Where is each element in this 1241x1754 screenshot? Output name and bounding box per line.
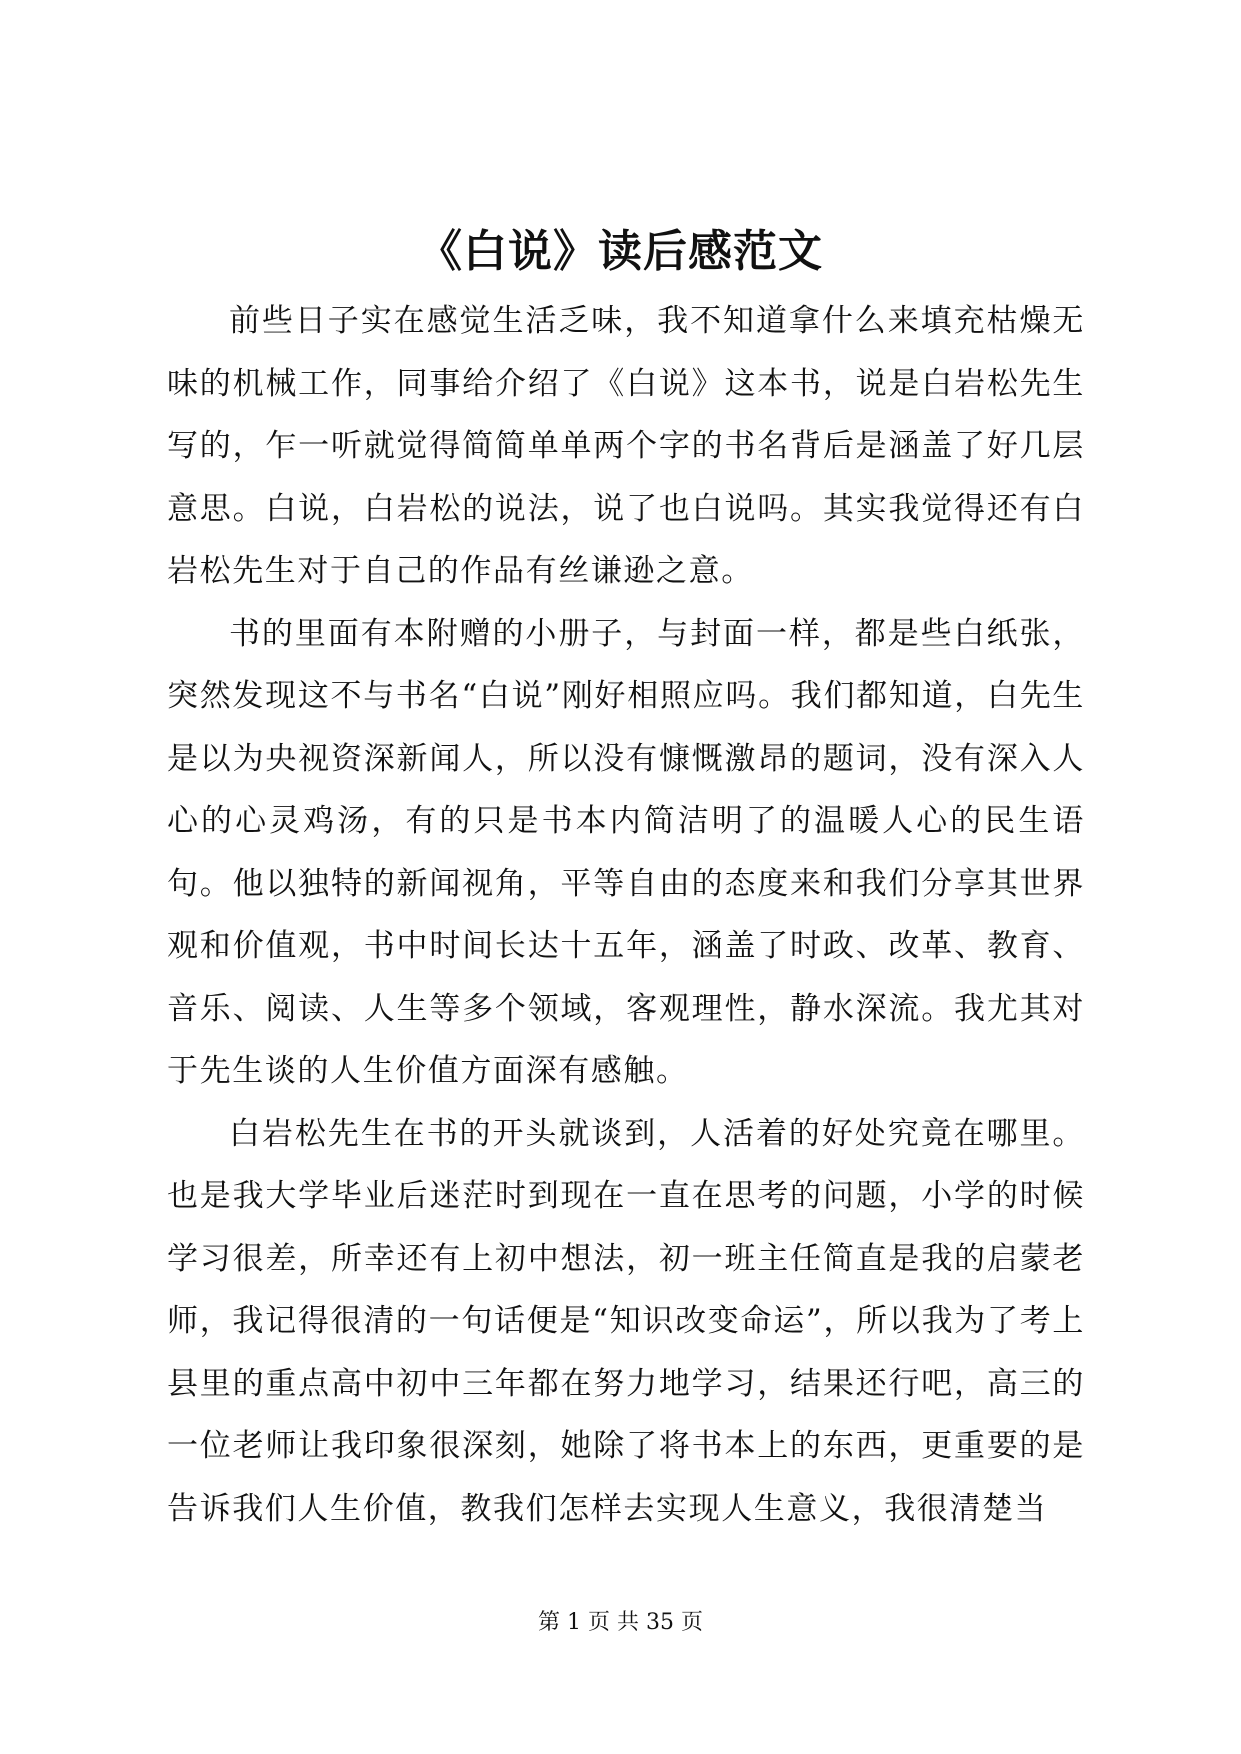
document-title: 《白说》读后感范文 — [418, 226, 823, 277]
paragraph-2: 书的里面有本附赠的小册子，与封面一样，都是些白纸张，突然发现这不与书名“白说”刚好相照应吗。我们都知道，白先生是以为央视资深新闻人，所以没有慷慨激昂的题词，没有深入人心的心灵鸡汤，有的只是书本内简洁明了的温暖人心的民生语句。他以独特的新闻视角，平等自由的态度来和我们分享其世界观和价值观，书中时间长达十五年，涵盖了时政、改革、教育、音乐、阅读、人生等多个领域，客观理性，静水深流。我尤其对于先生谈的人生价值方面深有感触。 — [167, 615, 1085, 1089]
paragraph-3: 白岩松先生在书的开头就谈到，人活着的好处究竟在哪里。也是我大学毕业后迷茫时到现在一直在思考的问题，小学的时候学习很差，所幸还有上初中想法，初一班主任简直是我的启蒙老师，我记得很清的一句话便是“知识改变命运”，所以我为了考上县里的重点高中初中三年都在努力地学习，结果还行吧，高三的一位老师让我印象很深刻，她除了将书本上的东西，更重要的是告诉我们人生价值，教我们怎样去实现人生意义，我很清楚当 — [167, 1115, 1085, 1527]
paragraph-1: 前些日子实在感觉生活乏味，我不知道拿什么来填充枯燥无味的机械工作，同事给介绍了《白说》这本书，说是白岩松先生写的，乍一听就觉得简简单单两个字的书名背后是涵盖了好几层意思。白说，白岩松的说法，说了也白说吗。其实我觉得还有白岩松先生对于自己的作品有丝谦逊之意。 — [167, 303, 1085, 589]
document-body — [167, 290, 1085, 1540]
page-number-footer: 第 1 页 共 35 页 — [538, 1610, 703, 1635]
